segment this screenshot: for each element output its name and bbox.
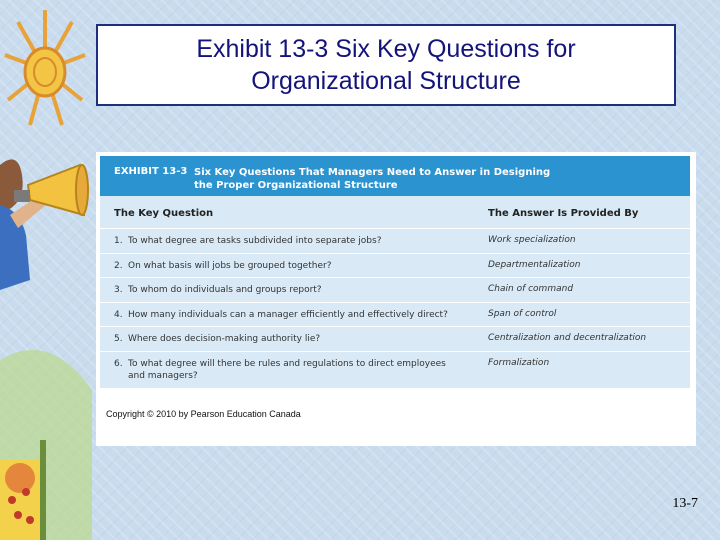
answer-text: Centralization and decentralization <box>488 333 647 343</box>
table-row <box>100 228 690 253</box>
column-header-question: The Key Question <box>114 208 214 219</box>
slide-title-box <box>96 24 676 106</box>
exhibit-title-line1: Six Key Questions That Managers Need to Answer in Designing <box>194 167 551 178</box>
table-row <box>100 351 690 388</box>
answer-text: Departmentalization <box>488 260 581 270</box>
exhibit-title-line2: the Proper Organizational Structure <box>194 180 398 191</box>
megaphone-person-icon <box>0 159 88 290</box>
table-row <box>100 277 690 302</box>
slide-number: 13-7 <box>672 496 698 511</box>
question-text: 4. How many individuals can a manager efficiently and effectively direct? <box>114 310 448 320</box>
table-row <box>100 253 690 277</box>
questions-table <box>100 196 690 388</box>
answer-text: Span of control <box>488 309 557 319</box>
table-row <box>100 326 690 351</box>
exhibit-figure <box>96 152 696 446</box>
answer-text: Formalization <box>488 358 550 368</box>
copyright-notice: Copyright © 2010 by Pearson Education Canada <box>106 409 301 419</box>
sun-icon <box>5 10 85 125</box>
question-text: 3. To whom do individuals and groups report? <box>114 285 322 295</box>
question-text: 5. Where does decision-making authority lie? <box>114 334 321 344</box>
column-header-answer: The Answer Is Provided By <box>488 208 639 219</box>
answer-text: Chain of command <box>488 284 574 294</box>
slide-title-line1: Exhibit 13-3 Six Key Questions for <box>196 35 576 63</box>
exhibit-header <box>100 156 690 196</box>
answer-text: Work specialization <box>488 235 576 245</box>
question-text: 1. To what degree are tasks subdivided into separate jobs? <box>114 236 382 246</box>
decorative-illustration <box>0 0 92 540</box>
exhibit-title <box>194 166 664 192</box>
table-row <box>100 302 690 326</box>
question-text: 6. To what degree will there be rules and regulations to direct employees and managers? <box>114 359 446 381</box>
question-text: 2. On what basis will jobs be grouped together? <box>114 261 332 271</box>
exhibit-number: EXHIBIT 13-3 <box>114 166 188 177</box>
slide-title-line2: Organizational Structure <box>251 67 521 95</box>
